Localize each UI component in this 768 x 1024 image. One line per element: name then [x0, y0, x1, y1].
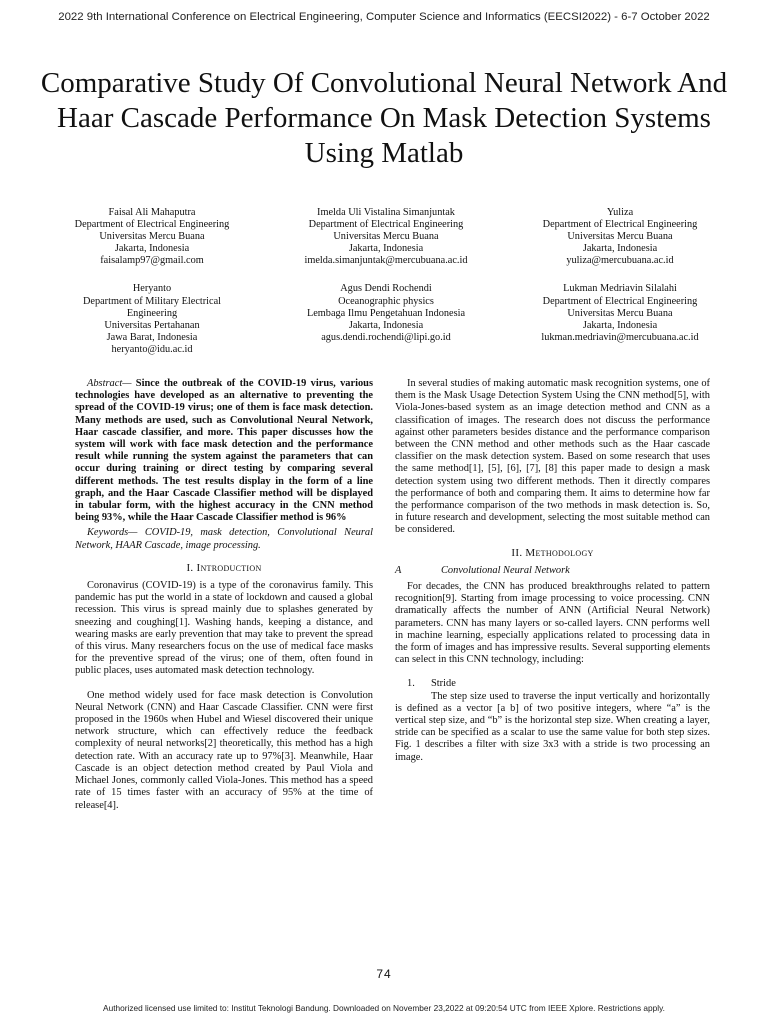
author-email[interactable]: yuliza@mercubuana.ac.id [566, 255, 674, 267]
author-location: Jakarta, Indonesia [582, 243, 658, 255]
subsection-heading [395, 565, 710, 577]
methodology-paragraph-1: For decades, the CNN has produced breakthroughs related to pattern recognition[9]. Starting from image processing to voice processing. CNN dramatically affects the number of ANN (Artificial Neural Network) parameters. CNN has many layers or so-called layers. CNN performs well in machine learning, especially applications related to processing data in the form of images and has impressive results. Several supporting elements can select in this CNN technology, including: [395, 581, 710, 666]
author-organization: Universitas Mercu Buana [567, 231, 673, 243]
list-item-title: Stride [431, 678, 456, 690]
section-heading-introduction: I. Introduction [186, 561, 262, 574]
author-location: Jakarta, Indonesia [348, 243, 424, 255]
author-location: Jakarta, Indonesia [348, 319, 424, 331]
author-department: Department of Electrical Engineering [542, 219, 698, 231]
author-name: Agus Dendi Rochendi [340, 283, 432, 295]
author-2 [268, 207, 504, 267]
list-item-number: 1. [407, 678, 415, 690]
author-organization: Lembaga Ilmu Pengetahuan Indonesia [306, 307, 466, 319]
paper-title: Comparative Study Of Convolutional Neural Network And Haar Cascade Performance On Mask Detection Systems Using Matlab [40, 67, 728, 169]
author-location: Jakarta, Indonesia [114, 243, 190, 255]
author-5 [268, 283, 504, 356]
author-department-cont: Engineering [126, 307, 178, 319]
conference-header: 2022 9th International Conference on Electrical Engineering, Computer Science and Informatics (EECSI2022) - 6-7 October 2022 [58, 11, 710, 23]
author-name: Faisal Ali Mahaputra [108, 207, 196, 218]
intro-paragraph-2: One method widely used for face mask detection is Convolution Neural Network (CNN) and Haar Cascade Classifier. CNN were first proposed in the 1960s when Hubel and Wiesel discovered their unique network structure, which can effectively reduce the feedback complexity of neural networks[2] theoretically, this method has a high detection rate. With an accuracy rate up to 97%[3]. Meanwhile, Haar Cascade is an object detection method created by Paul Viola and Michael Jones, commonly called Viola-Jones. This method has a speed rate of 15 times faster with an accuracy of 95% at the time of release[4]. [75, 689, 373, 811]
author-organization: Universitas Pertahanan [104, 319, 200, 331]
author-department: Oceanographic physics [338, 295, 434, 307]
list-item-stride [395, 678, 710, 763]
left-column [75, 378, 373, 812]
author-name: Yuliza [606, 207, 634, 218]
author-email[interactable]: agus.dendi.rochendi@lipi.go.id [321, 331, 451, 343]
page-number: 74 [376, 967, 392, 981]
author-organization: Universitas Mercu Buana [333, 231, 439, 243]
subsection-title: Convolutional Neural Network [441, 564, 570, 576]
author-department: Department of Electrical Engineering [74, 219, 230, 231]
keywords: Keywords— COVID-19, mask detection, Convolutional Neural Network, HAAR Cascade, image processing. [75, 527, 373, 551]
list-item-text: The step size used to traverse the input vertically and horizontally is defined as a vector [a b] of two positive integers, where “a” is the vertical step size, and “b” is the horizontal step size. When creating a layer, stride can be specified as a scalar to use the same value for both step sizes. Fig. 1 describes a filter with size 3x3 with a stride is two processing an image. [395, 690, 710, 763]
author-1 [36, 207, 268, 267]
author-location: Jakarta, Indonesia [582, 319, 658, 331]
section-heading-methodology: II. Methodology [511, 546, 594, 559]
license-footer: Authorized licensed use limited to: Institut Teknologi Bandung. Downloaded on November 23,2022 at 09:20:54 UTC from IEEE Xplore. Restrictions apply. [103, 1003, 665, 1013]
author-block [36, 207, 736, 356]
abstract-text: Since the outbreak of the COVID-19 virus, various technologies have developed as an alternative to preventing the spread of the COVID-19 virus; one of them is face mask detection. Many methods are used, such as Convolutional Neural Network, Haar cascade classifier, and more. This paper discusses how the system will work with face mask detection and the performance result while running the system against the parameters that can occur during training or direct testing by comparing several different methods. The test results display in the form of a line graph, and the Haar Cascade Classifier method will be displayed in tabular form, with the highest accuracy in the CNN method being 93%, while the Haar Cascade Classifier method is 96% [75, 378, 373, 524]
author-name: Heryanto [132, 283, 172, 295]
author-name: Imelda Uli Vistalina Simanjuntak [317, 207, 455, 218]
author-department: Department of Electrical Engineering [308, 219, 464, 231]
intro-paragraph-3: In several studies of making automatic mask recognition systems, one of them is the Mask Usage Detection System Using the CNN method[5], with Viola-Jones-based system as an image detection method and CNN as a classification of images. The research does not discuss the performance against other parameters besides distance and the performance comparison between the CNN method and other methods such as the Haar cascade classifier on the mask detection system. Based on some research that uses the same method[1], [5], [6], [7], [8] this paper made to design a mask detection system using two different methods. Then it directly compares the performance of both and comparing them. It aims to determine how far the performance comparison of the two methods in mask detection is. So, in future research and development, selecting the most suitable method can be considered. [395, 378, 710, 536]
abstract [75, 378, 373, 524]
intro-paragraph-1: Coronavirus (COVID-19) is a type of the coronavirus family. This pandemic has put the world in a state of lockdown and caused a global recession. This virus is spread mainly due to splashes generated by sneezing and coughing[1]. Washing hands, keeping a distance, and wearing masks are early prevention that may take to prevent the spread of this virus. Many researchers focus on the use of medical face masks for the preventive spread of the virus; one of them, often found in public places, uses automated mask detection technology. [75, 580, 373, 677]
author-6 [504, 283, 736, 356]
abstract-lead: Abstract— [87, 378, 132, 389]
author-email[interactable]: imelda.simanjuntak@mercubuana.ac.id [304, 255, 468, 267]
author-name: Lukman Medriavin Silalahi [563, 283, 677, 295]
author-email[interactable]: lukman.medriavin@mercubuana.ac.id [541, 331, 699, 343]
subsection-letter: A [395, 564, 402, 576]
author-3 [504, 207, 736, 267]
right-column [395, 378, 710, 764]
author-organization: Universitas Mercu Buana [567, 307, 673, 319]
author-department: Department of Military Electrical [82, 295, 222, 307]
author-email[interactable]: heryanto@idu.ac.id [111, 343, 193, 355]
author-department: Department of Electrical Engineering [542, 295, 698, 307]
author-email[interactable]: faisalamp97@gmail.com [100, 255, 204, 267]
author-organization: Universitas Mercu Buana [99, 231, 205, 243]
author-4 [36, 283, 268, 356]
author-location: Jawa Barat, Indonesia [106, 331, 198, 343]
